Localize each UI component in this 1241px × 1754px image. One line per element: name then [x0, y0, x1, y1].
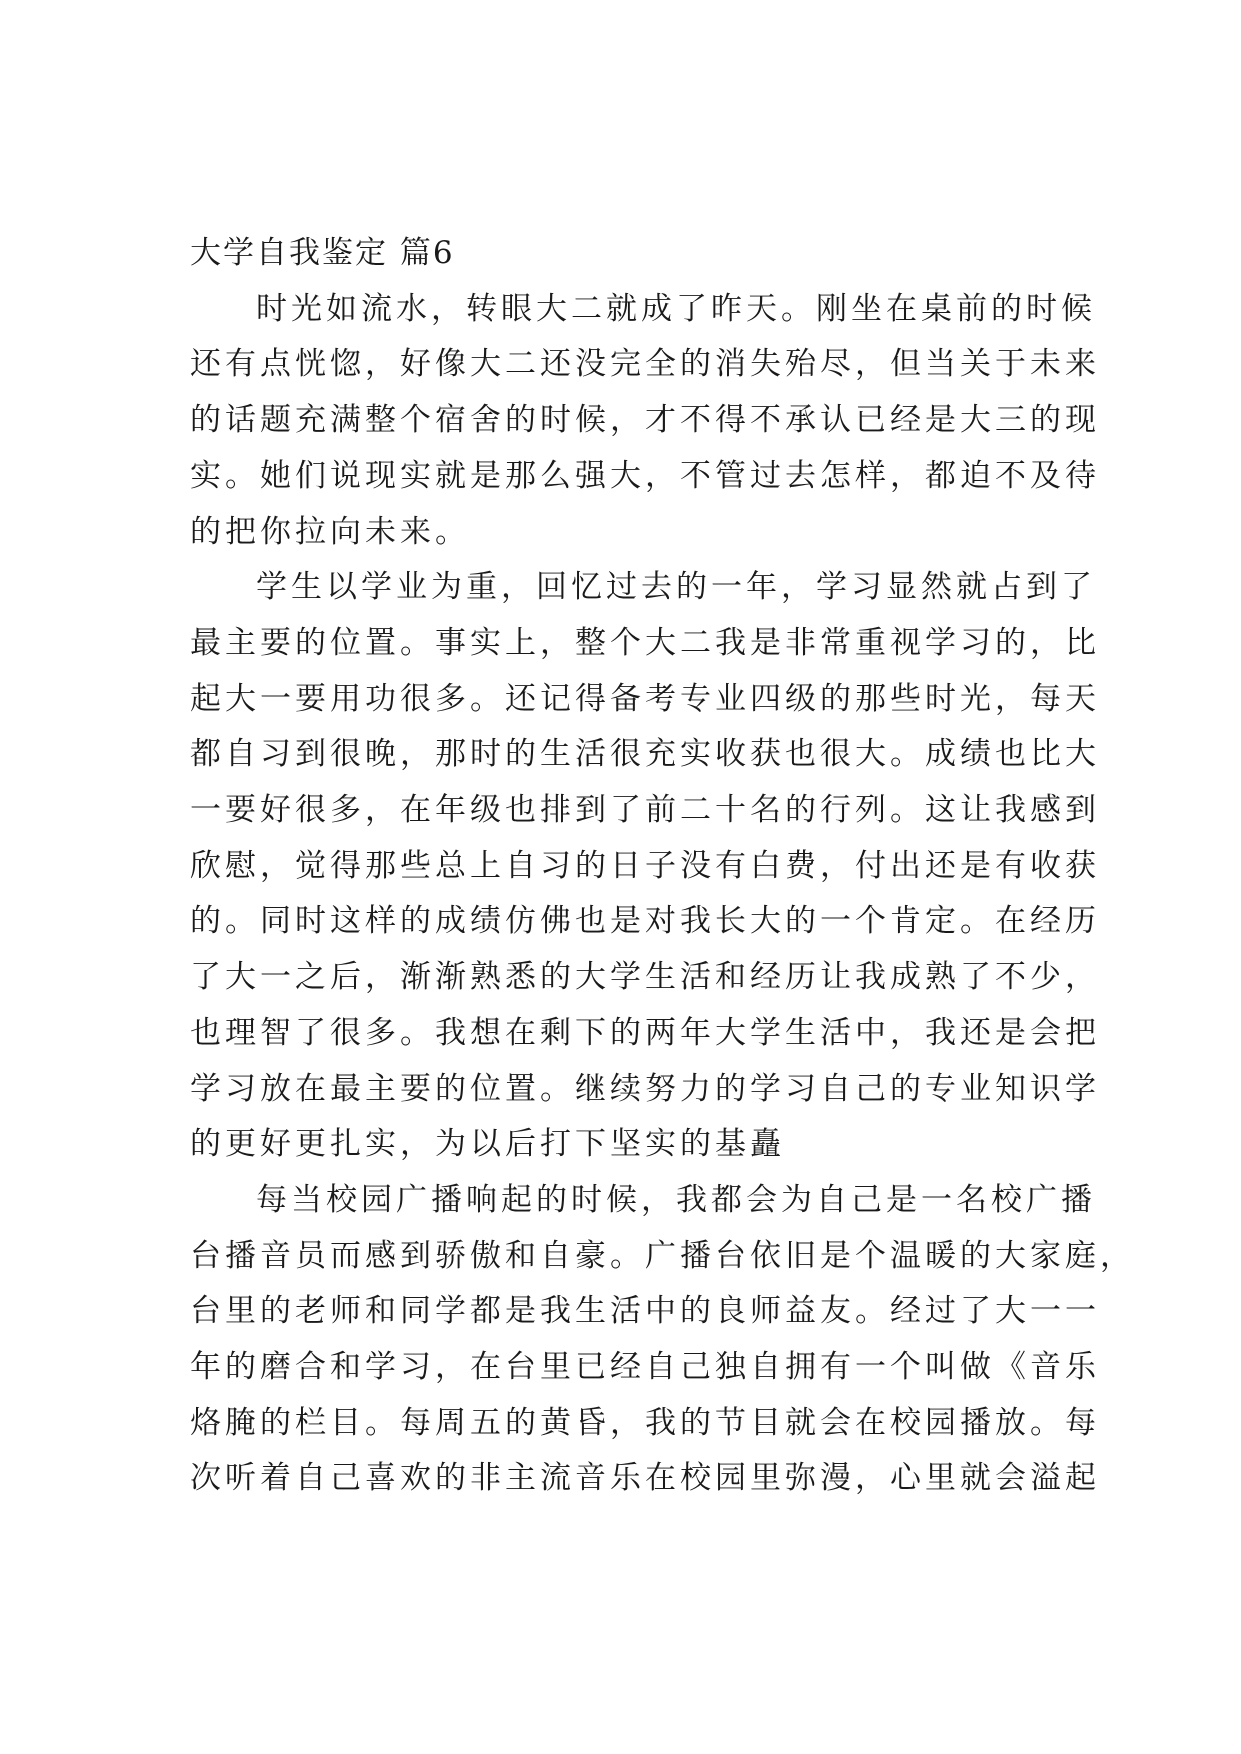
paragraph-line: 欣慰，觉得那些总上自习的日子没有白费，付出还是有收获: [190, 847, 1100, 884]
paragraph-1: [190, 282, 1100, 561]
paragraph-2: [190, 560, 1100, 1173]
paragraph-line: 起大一要用功很多。还记得备考专业四级的那些时光，每天: [190, 680, 1100, 717]
paragraph-line: 的。同时这样的成绩仿佛也是对我长大的一个肯定。在经历: [190, 903, 1100, 940]
paragraph-line: 的更好更扎实，为以后打下坚实的基矗: [190, 1126, 785, 1163]
paragraph-line: 年的磨合和学习，在台里已经自己独自拥有一个叫做《音乐: [190, 1349, 1100, 1386]
paragraph-line: 时光如流水，转眼大二就成了昨天。刚坐在桌前的时候: [256, 290, 1096, 327]
paragraph-line: 烙腌的栏目。每周五的黄昏，我的节目就会在校园播放。每: [190, 1404, 1100, 1441]
paragraph-line: 每当校园广播响起的时候，我都会为自己是一名校广播: [256, 1181, 1096, 1218]
paragraph-line: 学习放在最主要的位置。继续努力的学习自己的专业知识学: [190, 1070, 1100, 1107]
paragraph-line: 实。她们说现实就是那么强大，不管过去怎样，都迫不及待: [190, 457, 1100, 494]
paragraph-3: [190, 1173, 1135, 1507]
paragraph-line: 的把你拉向未来。: [190, 513, 470, 550]
document-title: 大学自我鉴定 篇6: [190, 235, 455, 271]
paragraph-line: 台里的老师和同学都是我生活中的良师益友。经过了大一一: [190, 1293, 1100, 1330]
paragraph-line: 次听着自己喜欢的非主流音乐在校园里弥漫，心里就会溢起: [190, 1460, 1100, 1497]
paragraph-line: 还有点恍惚，好像大二还没完全的消失殆尽，但当关于未来: [190, 346, 1100, 383]
paragraph-line: 学生以学业为重，回忆过去的一年，学习显然就占到了: [256, 569, 1096, 606]
paragraph-line: 一要好很多，在年级也排到了前二十名的行列。这让我感到: [190, 792, 1100, 829]
paragraph-line: 台播音员而感到骄傲和自豪。广播台依旧是个温暖的大家庭，: [190, 1237, 1135, 1274]
paragraph-line: 都自习到很晚，那时的生活很充实收获也很大。成绩也比大: [190, 736, 1100, 773]
document-body: [190, 226, 1135, 1507]
paragraph-line: 最主要的位置。事实上，整个大二我是非常重视学习的，比: [190, 624, 1100, 661]
paragraph-line: 也理智了很多。我想在剩下的两年大学生活中，我还是会把: [190, 1014, 1100, 1051]
paragraph-line: 的话题充满整个宿舍的时候，才不得不承认已经是大三的现: [190, 402, 1100, 439]
paragraph-line: 了大一之后，渐渐熟悉的大学生活和经历让我成熟了不少，: [190, 959, 1100, 996]
